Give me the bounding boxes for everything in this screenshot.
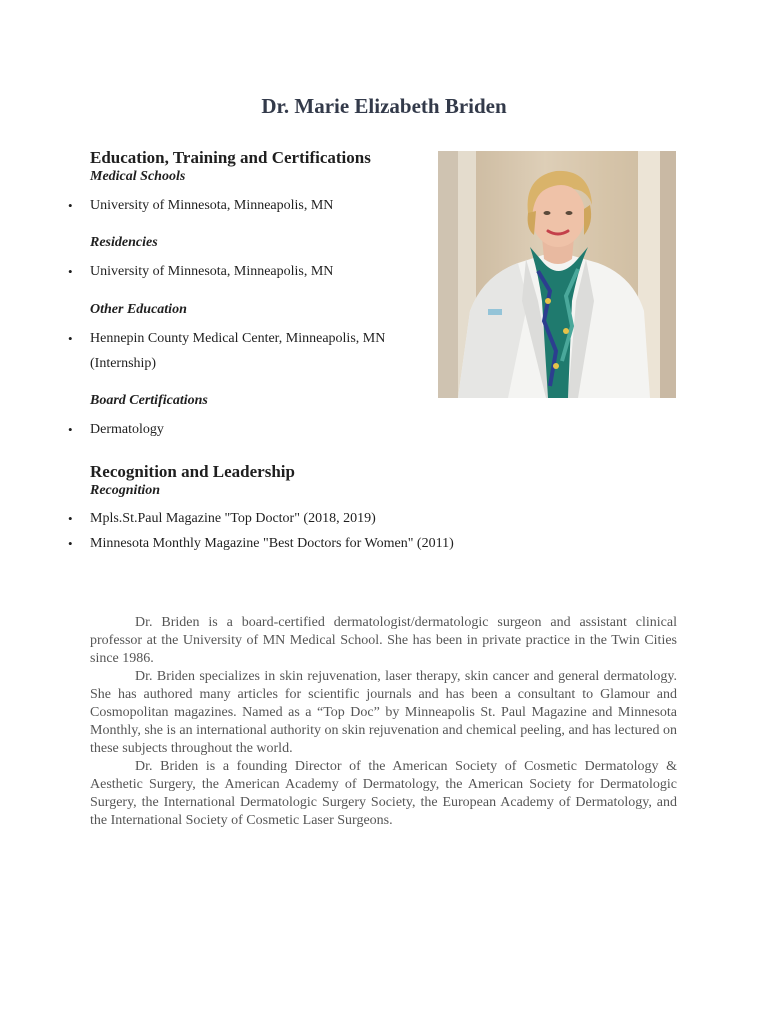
portrait-illustration bbox=[438, 151, 676, 398]
bullet-icon: • bbox=[68, 422, 73, 437]
bio-paragraph: Dr. Briden is a board-certified dermatologist/dermatologic surgeon and assistant clinical professor at the University of MN Medical School. She has been in private practice in the Twin Cities since 1986. bbox=[90, 615, 677, 666]
bullet-list bbox=[68, 506, 510, 556]
group-label: Residencies bbox=[90, 235, 158, 250]
education-group-medical-schools bbox=[68, 168, 430, 218]
bio-paragraph: Dr. Briden is a founding Director of the American Society of Cosmetic Dermatology & Aesthetic Surgery, the American Academy of Dermatology, the American Society for Dermatologic Surgery, the International Dermatologic Surgery Society, the European Academy of Dermatology, and the International Society of Cosmetic Laser Surgeons. bbox=[90, 759, 677, 828]
bullet-icon: • bbox=[68, 511, 73, 526]
education-group-board bbox=[68, 392, 430, 442]
list-item bbox=[68, 506, 510, 531]
portrait-photo bbox=[438, 151, 676, 398]
list-item bbox=[68, 193, 430, 218]
education-group-residencies bbox=[68, 234, 430, 284]
page-title: Dr. Marie Elizabeth Briden bbox=[261, 94, 507, 118]
bullet-icon: • bbox=[68, 264, 73, 279]
list-item-text: University of Minnesota, Minneapolis, MN bbox=[90, 264, 334, 279]
list-item-text: Hennepin County Medical Center, Minneapolis, MN (Internship) bbox=[90, 331, 386, 371]
credentials-column bbox=[68, 148, 454, 556]
list-item-text: University of Minnesota, Minneapolis, MN bbox=[90, 198, 334, 213]
bullet-icon: • bbox=[68, 198, 73, 213]
biography bbox=[90, 614, 677, 830]
group-label: Board Certifications bbox=[90, 393, 208, 408]
bullet-icon: • bbox=[68, 331, 73, 346]
bullet-list bbox=[68, 193, 430, 218]
bio-paragraph: Dr. Briden specializes in skin rejuvenation, laser therapy, skin cancer and general dermatology. She has authored many articles for scientific journals and has been a consultant to Glamour and Cosmopolitan magazines. Named as a “Top Doc” by Minneapolis St. Paul Magazine and Minnesota Monthly, she is an international authority on skin rejuvenation and chemical peeling, and has lectured on these subjects throughout the world. bbox=[90, 669, 677, 756]
list-item-text: Dermatology bbox=[90, 422, 164, 437]
list-item bbox=[68, 326, 430, 376]
bullet-list bbox=[68, 326, 430, 376]
list-item bbox=[68, 531, 510, 556]
education-heading: Education, Training and Certifications bbox=[90, 148, 371, 167]
bullet-list bbox=[68, 417, 430, 442]
group-label: Medical Schools bbox=[90, 169, 186, 184]
list-item-text: Minnesota Monthly Magazine "Best Doctors for Women" (2011) bbox=[90, 536, 454, 551]
group-label: Other Education bbox=[90, 302, 187, 317]
list-item bbox=[68, 259, 430, 284]
education-group-other bbox=[68, 301, 430, 376]
list-item bbox=[68, 417, 430, 442]
bullet-list bbox=[68, 259, 430, 284]
list-item-text: Mpls.St.Paul Magazine "Top Doctor" (2018, 2019) bbox=[90, 511, 376, 526]
recognition-heading: Recognition and Leadership bbox=[90, 462, 295, 481]
bullet-icon: • bbox=[68, 536, 73, 551]
group-label: Recognition bbox=[90, 483, 161, 498]
